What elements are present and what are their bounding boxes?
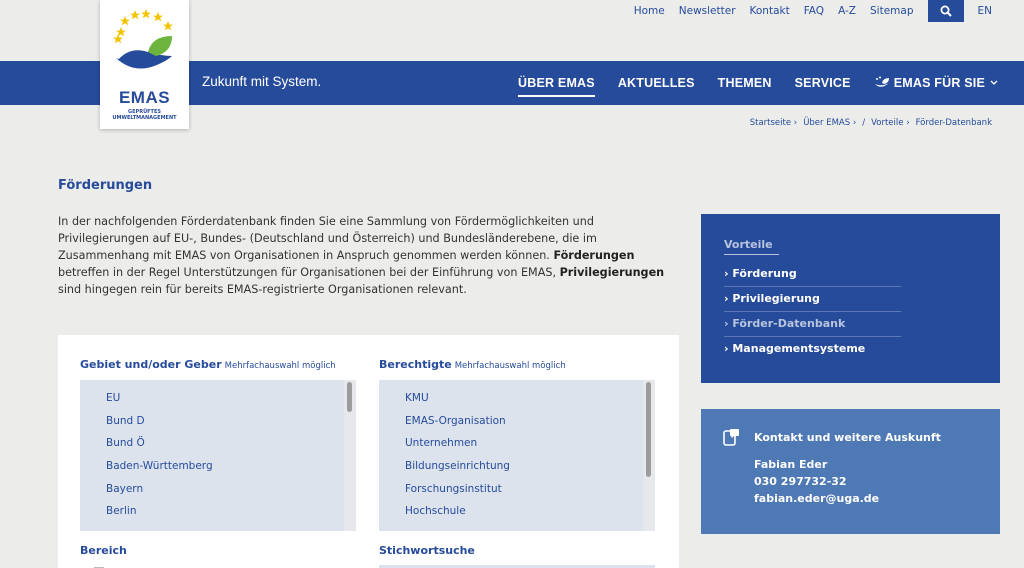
language-switch[interactable]: EN (977, 5, 992, 17)
sidebar-item-foerderung[interactable]: › Förderung (724, 267, 901, 287)
list-item[interactable]: Unternehmen (405, 437, 478, 450)
sidebar-item-foerder-datenbank[interactable]: › Förder-Datenbank (724, 317, 901, 337)
breadcrumb-startseite[interactable]: Startseite › (749, 118, 798, 128)
list-item[interactable]: EMAS-Organisation (405, 414, 506, 427)
list-item[interactable]: Hochschule (405, 505, 466, 518)
emas-logo[interactable] (100, 0, 189, 129)
nav-service[interactable]: SERVICE (794, 76, 851, 90)
page-title: Förderungen (58, 178, 153, 193)
nav-emas-fuer-sie-label: EMAS FÜR SIE (893, 76, 985, 90)
sidebar-item-privilegierung[interactable]: › Privilegierung (724, 292, 901, 312)
list-item[interactable]: EU (106, 392, 121, 404)
sidebar-heading[interactable]: Vorteile (724, 238, 779, 255)
topnav-newsletter-link[interactable]: Newsletter (678, 5, 736, 17)
sidebar-item-managementsysteme[interactable]: › Managementsysteme (724, 342, 866, 355)
scrollbar-thumb[interactable] (646, 382, 651, 477)
breadcrumb (744, 118, 992, 128)
chevron-down-icon (990, 80, 998, 86)
sidebar-vorteile (701, 214, 1000, 383)
filter-stichwort-label: Stichwortsuche (379, 544, 475, 557)
nav-emas-fuer-sie[interactable] (874, 76, 998, 90)
logo-subtitle: GEPRÜFTES UMWELTMANAGEMENT (112, 109, 177, 121)
scrollbar[interactable] (344, 380, 356, 531)
topnav-sitemap-link[interactable]: Sitemap (870, 5, 914, 17)
breadcrumb-separator: / (862, 118, 866, 128)
breadcrumb-ueber-emas[interactable]: Über EMAS › (803, 118, 857, 128)
contact-name: Fabian Eder (754, 458, 828, 471)
filter-berechtigte-label: Berechtigte Mehrfachauswahl möglich (379, 358, 566, 371)
list-item[interactable]: KMU (405, 392, 429, 404)
filter-bereich-label: Bereich (80, 544, 127, 557)
contact-title: Kontakt und weitere Auskunft (754, 431, 941, 444)
breadcrumb-current: Förder-Datenbank (915, 118, 992, 128)
filter-gebiet-label: Gebiet und/oder Geber Mehrfachauswahl möglich (80, 358, 336, 371)
nav-ueber-emas[interactable]: ÜBER EMAS (518, 76, 595, 90)
contact-box (701, 409, 1000, 534)
contact-email[interactable]: fabian.eder@uga.de (754, 492, 880, 505)
search-icon (940, 5, 952, 17)
list-item[interactable]: Forschungsinstitut (405, 482, 502, 495)
scrollbar-thumb[interactable] (347, 382, 352, 412)
list-item[interactable]: Bildungseinrichtung (405, 460, 510, 473)
scrollbar[interactable] (643, 380, 655, 531)
berechtigte-select[interactable] (379, 380, 655, 531)
topnav-home-link[interactable]: Home (633, 5, 665, 17)
list-item[interactable]: Bund D (106, 414, 145, 427)
nav-aktuelles[interactable]: AKTUELLES (617, 76, 695, 90)
emas-emblem-icon (100, 0, 189, 88)
gebiet-select[interactable] (80, 380, 356, 531)
emas-mini-logo-icon (874, 76, 890, 90)
list-item[interactable]: Berlin (106, 505, 137, 518)
list-item[interactable]: Bayern (106, 482, 144, 495)
filter-panel (58, 335, 679, 568)
header-tagline: Zukunft mit System. (202, 74, 322, 89)
topnav-faq-link[interactable]: FAQ (803, 5, 825, 17)
nav-themen[interactable]: THEMEN (717, 76, 772, 90)
search-button[interactable] (928, 0, 964, 22)
contact-phone-icon (722, 428, 740, 446)
topnav-az-link[interactable]: A-Z (838, 5, 856, 17)
utility-nav (620, 0, 1024, 22)
contact-phone[interactable]: 030 297732-32 (754, 475, 847, 488)
list-item[interactable]: Bund Ö (106, 437, 145, 450)
list-item[interactable]: Baden-Württemberg (106, 460, 213, 473)
logo-wordmark: EMAS (118, 88, 171, 107)
topnav-kontakt-link[interactable]: Kontakt (749, 5, 790, 17)
main-nav (495, 61, 998, 105)
breadcrumb-vorteile[interactable]: Vorteile › (871, 118, 910, 128)
intro-text: In der nachfolgenden Förderdatenbank finden Sie eine Sammlung von Fördermöglichkeiten und Privilegierungen auf EU-, Bundes- (Deutschland und Österreich) und Bundesländerebene, die im Zusammenhang mit EMAS von Organisationen in Anspruch genommen werden können. Förderungen betreffen in der Regel Unterstützungen für Organisationen bei der Einführung von EMAS, Privilegierungen sind hingegen rein für bereits EMAS-registrierte Organisationen relevant. (58, 215, 665, 296)
